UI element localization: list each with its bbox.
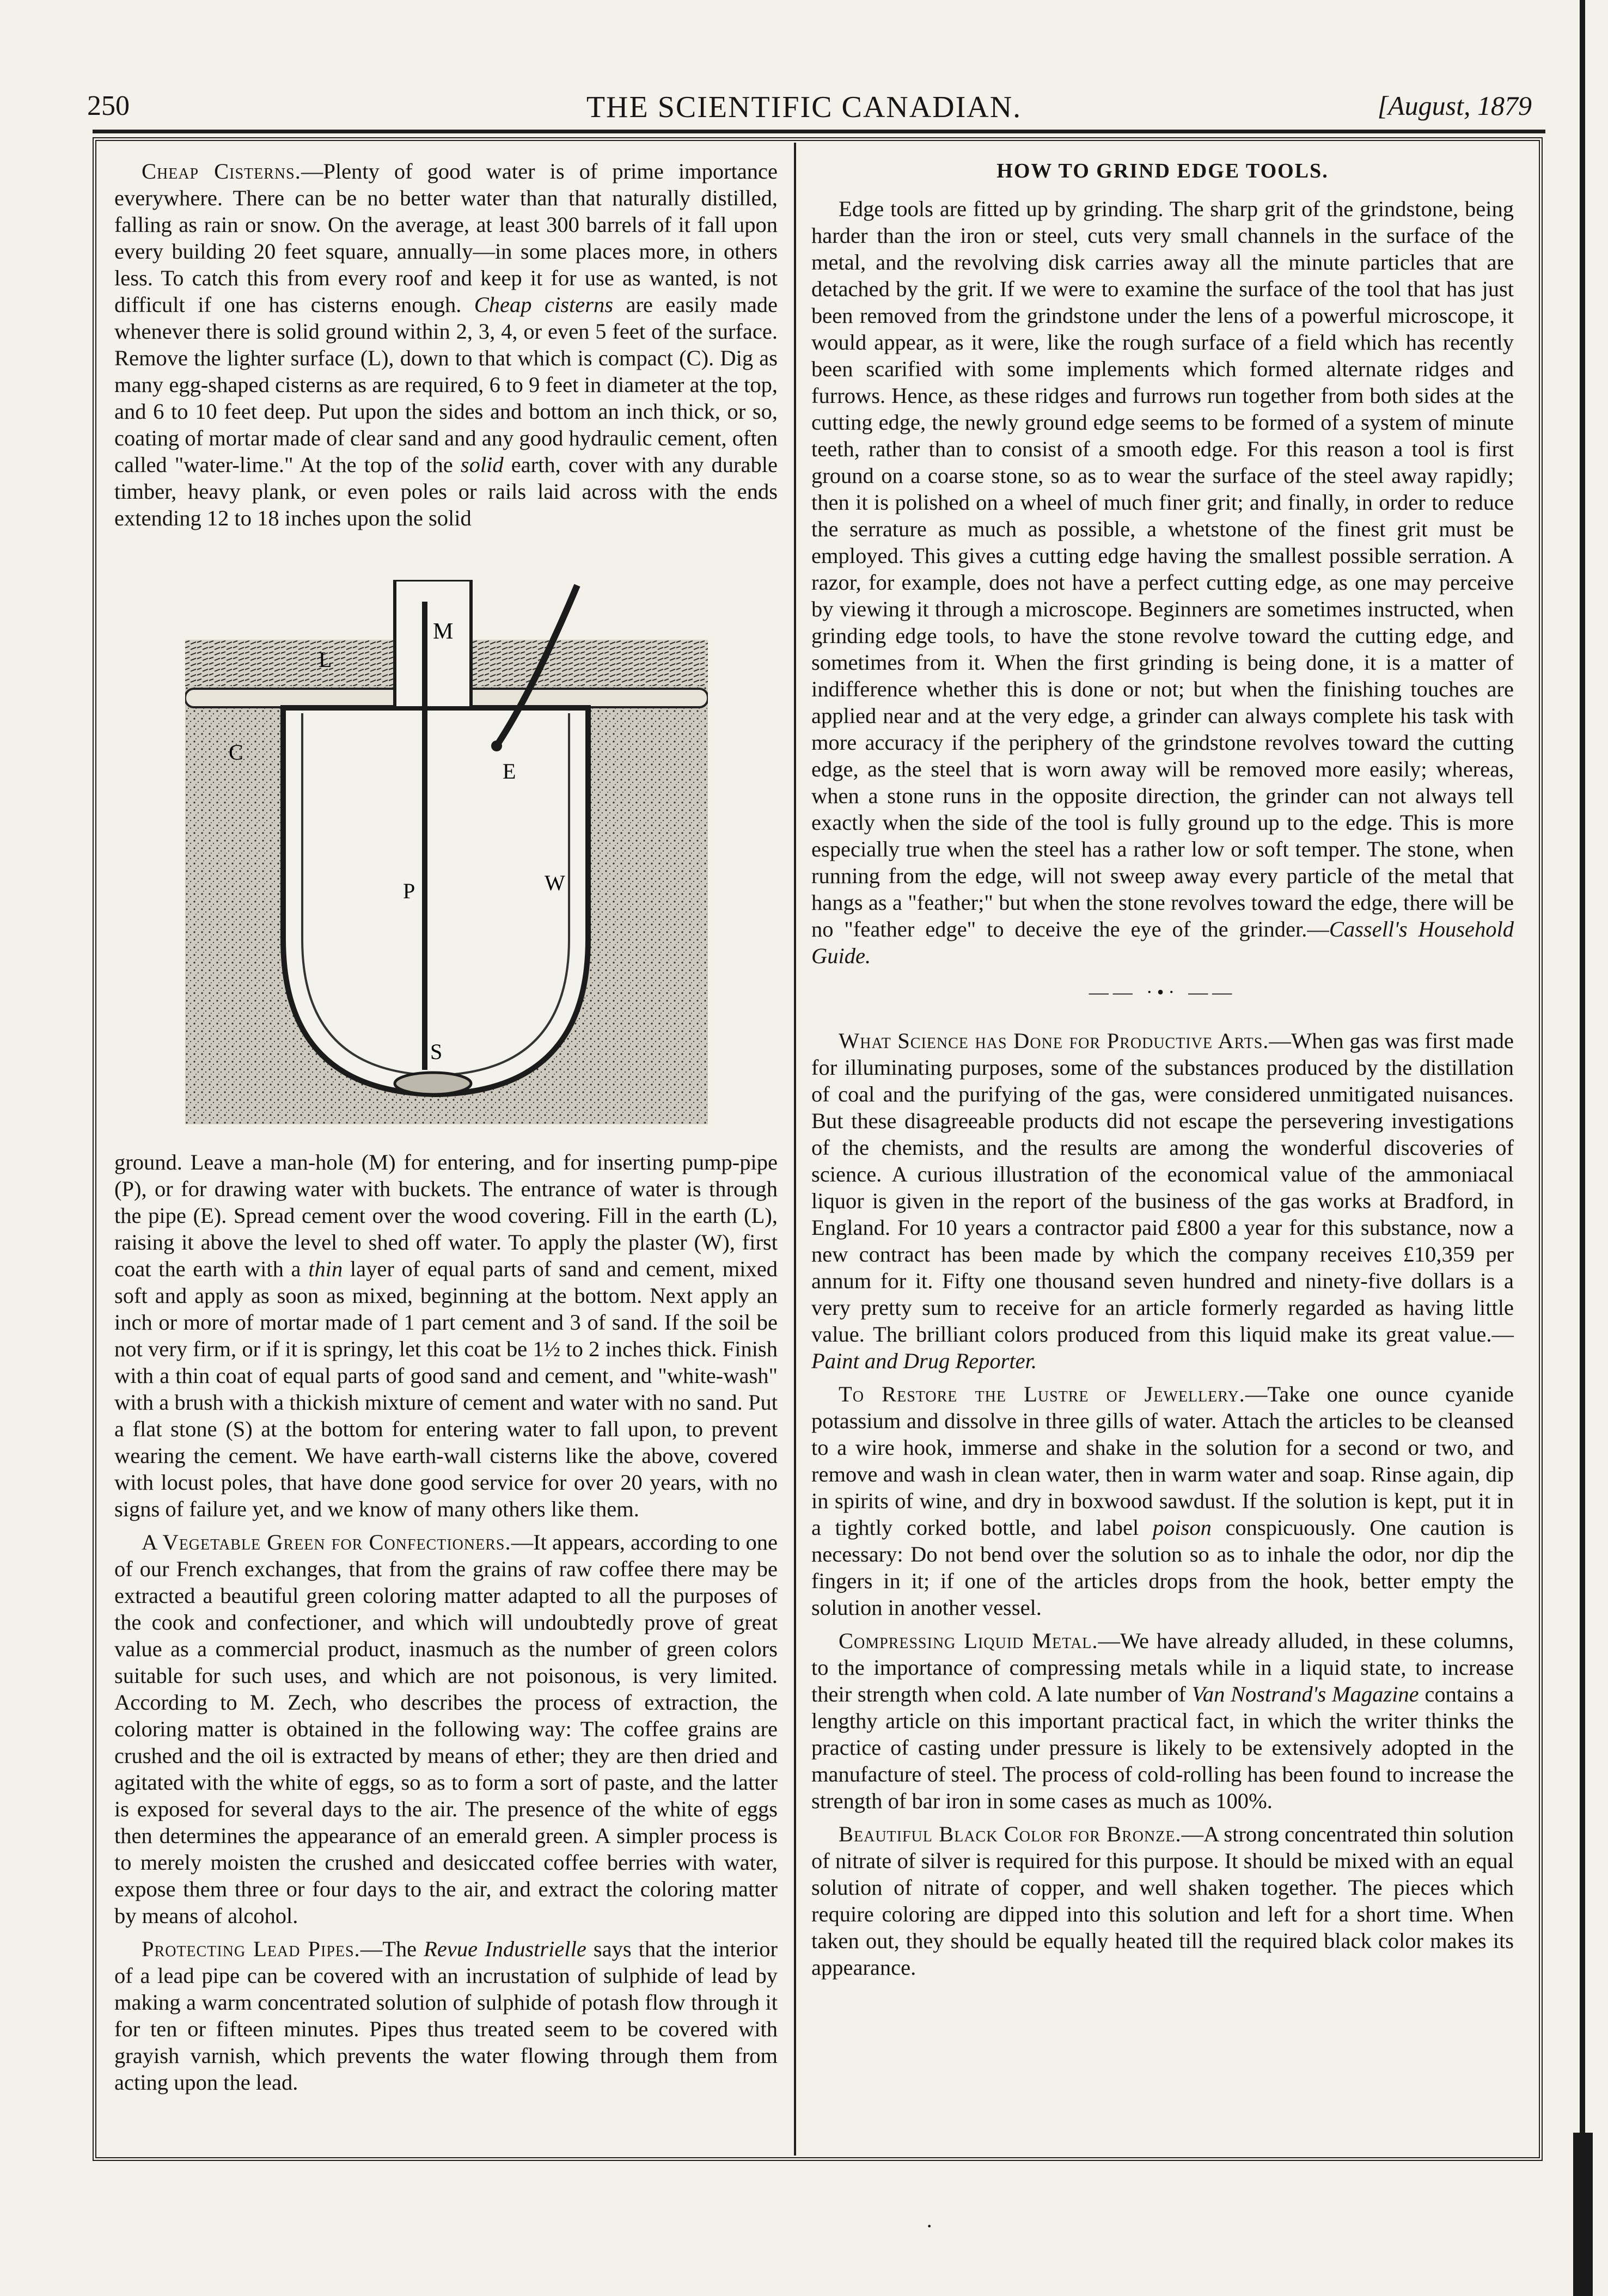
label-w: W: [545, 871, 565, 895]
cistern-wall: [283, 708, 588, 1094]
pipe-outlet: [491, 740, 502, 751]
vegetable-green-title: A Vegetable Green for Confectioners.: [142, 1530, 511, 1554]
cisterns-paragraph-2: ground. Leave a man-hole (M) for entering, and for inserting pump-pipe (P), or for drawing water with buckets. The entrance of water is through the pipe (E). Spread cement over the wood covering. Fill in the earth (L), raising it above the level to shed off water. To apply the plaster (W), first coat the earth with a thin layer of equal parts of sand and cement, mixed soft and apply as soon as mixed, beginning at the bottom. Next apply an inch or more of mortar made of 1 part cement and 3 of sand. If the soil be not very firm, or if it is springy, let this coat be 1½ to 2 inches thick. Finish with a thin coat of equal parts of good sand and cement, and "white-wash" with a brush with a thickish mixture of cement and water with no sand. Put a flat stone (S) at the bottom for entering water to fall upon, to prevent wearing the cement. We have earth-wall cisterns like the above, covered with locust poles, that have done good service for over 20 years, with no signs of failure yet, and we know of many others like them.: [114, 1150, 778, 1521]
article-lead-pipes: Protecting Lead Pipes.—The Revue Industrielle says that the interior of a lead pipe can be covered with an incrustation of sulphide of lead by making a warm concentrated solution of sulphide of potash flow through it for ten or fifteen minutes. Pipes thus treated seem to be covered with grayish varnish, which prevents the water flowing through them from acting upon the lead.: [114, 1937, 778, 2095]
cisterns-paragraph-1: Cheap Cisterns.—Plenty of good water is of prime importance everywhere. There can be no better water than that naturally distilled, falling as rain or snow. On the average, at least 300 barrels of it fall upon every building 20 feet square, annually—in some places more, in others less. To catch this from every roof and keep it for use as wanted, is not difficult if one has cisterns enough. Cheap cisterns are easily made whenever there is solid ground within 2, 3, 4, or even 5 feet of the surface. Remove the lighter surface (L), down to that which is compact (C). Dig as many egg-shaped cisterns as are required, 6 to 9 feet in diameter at the top, and 6 to 10 feet deep. Put upon the sides and bottom an inch thick, or so, coating of mortar made of clear sand and any good hydraulic cement, often called "water-lime." At the top of the solid earth, cover with any durable timber, heavy plank, or even poles or rails laid across with the ends extending 12 to 18 inches upon the solid: [114, 159, 778, 530]
lead-pipes-title: Protecting Lead Pipes.: [142, 1937, 360, 1961]
article-cheap-cisterns: [114, 158, 778, 538]
header-rule: [93, 130, 1545, 133]
grind-title: HOW TO GRIND EDGE TOOLS.: [996, 160, 1329, 182]
label-l: L: [319, 647, 332, 672]
page-edge: [1580, 0, 1585, 2296]
page-edge-foot: [1573, 2133, 1593, 2296]
article-jewellery: To Restore the Lustre of Jewellery.—Take one ounce cyanide potassium and dissolve in three gills of water. Attach the articles to be cleansed to a wire hook, immerse and shake in the solution for a second or two, and remove and wash in clean water, then in warm water and soap. Rinse again, dip in spirits of wine, and dry in boxwood sawdust. If the solution is kept, put it in a tightly corked bottle, and label poison conspicuously. One caution is necessary: Do not bend over the solution so as to inhale the odor, nor dip the fingers in it; if one of the articles drops from the hook, better empty the solution in another vessel.: [811, 1382, 1514, 1620]
section-ornament: —— ·•· ——: [1089, 981, 1237, 1003]
science-title: What Science has Done for Productive Arts.: [839, 1028, 1269, 1053]
bronze-title: Beautiful Black Color for Bronze.: [839, 1822, 1182, 1846]
article-black-bronze: Beautiful Black Color for Bronze.—A strong concentrated thin solution of nitrate of silver is required for this purpose. It should be mixed with an equal solution of nitrate of copper, and well shaken together. The pieces which require coloring are dipped into this solution and left for a short time. When taken out, they should be equally heated till the required black color makes its appearance.: [811, 1822, 1514, 1980]
article-productive-arts: What Science has Done for Productive Arts.—When gas was first made for illuminating purposes, some of the substances produced by the distillation of coal and the purifying of the gas, were considered unmitigated nuisances. But these disagreeable products did not escape the persevering investigations of the chemists, and the results are among the wonderful discoveries of science. A curious illustration of the economical value of the ammoniacal liquor is given in the report of the business of the gas works at Bradford, in England. For 10 years a contractor paid £800 a year for this substance, now a new contract has been made by which the company receives £10,359 per annum for it. Fifty one thousand seven hundred and ninety-five dollars is a very pretty sum to receive for an article formerly regarded as having little value. The brilliant colors produced from this liquid make its great value.—Paint and Drug Reporter.: [811, 1028, 1514, 1373]
article-grind-edge-tools: Edge tools are fitted up by grinding. The sharp grit of the grindstone, being harder than the iron or steel, cuts very small channels in the surface of the metal, and the revolving disk carries away all the minute particles that are detached by the grit. If we were to examine the surface of the tool that has just been removed from the grindstone under the lens of a powerful microscope, it would appear, as it were, like the rough surface of a field which has recently been scarified with some implements which formed alternate ridges and furrows. Hence, as these ridges and furrows run together from both sides at the cutting edge, the newly ground edge seems to be formed of a system of minute teeth, rather than to consist of a smooth edge. For this reason a tool is first ground on a coarse stone, so as to wear the surface of the steel away rapidly; then it is polished on a wheel of much finer grit; and finally, in order to reduce the serrature as much as possible, a whetstone of the finest grit must be employed. This gives a cutting edge having the smallest possible serration. A razor, for example, does not have a perfect cutting edge, as one may perceive by viewing it through a microscope. Beginners are sometimes instructed, when grinding edge tools, to have the stone revolve toward the cutting edge, and sometimes from it. When the first grinding is being done, it is a matter of indifference whether this is done or not; but when the finishing touches are applied near and at the very edge, a grinder can always complete his task with more accuracy if the periphery of the grindstone revolves toward the cutting edge, as the steel that is worn away will be removed more easily; whereas, when a stone runs in the opposite direction, the grinder can not always tell exactly when the side of the tool is fully ground up to the edge. This is more especially true when the steel has a rather low or soft temper. The stone, when running from the edge, will not sweep away every particle of the metal that hangs as a "feather;" but when the stone revolves toward the edge, there will be no "feather edge" to deceive the eye of the grinder.—Cassell's Household Guide.: [811, 197, 1514, 968]
article-vegetable-green: A Vegetable Green for Confectioners.—It appears, according to one of our French exchanges, that from the grains of raw coffee there may be extracted a beautiful green coloring matter adapted to all the purposes of the cook and confectioner, and which will undoubtedly prove of great value as a commercial product, inasmuch as the number of green colors suitable for such uses, and which are not poisonous, is very limited. According to M. Zech, who describes the process of extraction, the coloring matter is obtained in the following way: The coffee grains are crushed and the oil is extracted by means of ether; they are then dried and agitated with the white of eggs, so as to form a sort of paste, and the latter is exposed for several days to the air. The presence of the white of eggs then determines the appearance of an emerald green. A simpler process is to merely moisten the crushed and desiccated coffee berries with water, expose them three or four days to the air, and extract the coloring matter by means of alcohol.: [114, 1530, 778, 1928]
label-c: C: [229, 740, 243, 764]
left-column-lower: [114, 1149, 778, 2102]
flat-stone: [395, 1073, 471, 1094]
label-s: S: [430, 1039, 443, 1064]
right-column: [811, 158, 1514, 1987]
issue-date: [August, 1879: [1377, 90, 1532, 121]
label-m: M: [433, 619, 454, 644]
label-e: E: [503, 759, 516, 783]
label-p: P: [403, 879, 415, 903]
liquid-metal-title: Compressing Liquid Metal.: [839, 1628, 1098, 1653]
page-number: 250: [87, 90, 130, 121]
column-divider: [794, 143, 796, 2156]
jewellery-title: To Restore the Lustre of Jewellery.: [839, 1382, 1245, 1406]
cistern-illustration: [185, 580, 708, 1124]
article-liquid-metal: Compressing Liquid Metal.—We have already alluded, in these columns, to the importance of compressing metals while in a liquid state, to increase their strength when cold. A late number of Van Nostrand's Magazine contains a lengthy article on this important practical fact, in which the writer thinks the practice of casting under pressure is likely to be extensively adopted in the manufacture of steel. The process of cold-rolling has been found to increase the strength of bar iron in some cases as much as 100%.: [811, 1628, 1514, 1813]
running-head: THE SCIENTIFIC CANADIAN.: [586, 90, 1022, 124]
printer-mark: ·: [926, 2214, 933, 2238]
cisterns-title: Cheap Cisterns.: [142, 159, 301, 183]
cistern-figure: [185, 580, 708, 1124]
